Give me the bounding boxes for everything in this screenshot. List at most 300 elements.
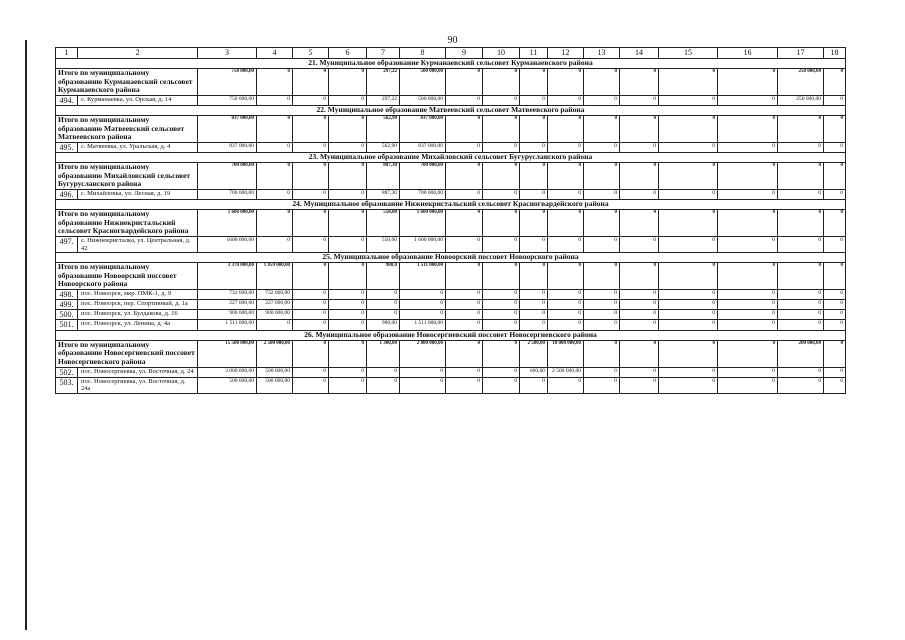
total-label: Итого по муниципальному образованию Матвеевский сельсовет Матвеевского района xyxy=(56,116,198,143)
row-address: с. Курманаевка, ул. Орская, д. 14 xyxy=(78,95,198,105)
total-value: 15 500 000,00 xyxy=(198,340,257,367)
total-label: Итого по муниципальному образованию Нижнекристальский сельсовет Красногвардейского района xyxy=(56,210,198,237)
column-header: 9 xyxy=(446,48,483,59)
section-title-row xyxy=(56,200,846,210)
cell-value: 0 xyxy=(293,289,329,299)
cell-value: 0 xyxy=(367,377,400,393)
total-value: 0 xyxy=(329,263,367,290)
total-value: 10 000 000,00 xyxy=(548,340,584,367)
cell-value: 0 xyxy=(257,190,293,200)
cell-value: 562,90 xyxy=(367,142,400,152)
cell-value: 0 xyxy=(548,310,584,320)
cell-value: 0 xyxy=(620,320,659,330)
total-value: 0 xyxy=(446,69,483,96)
cell-value: 0 xyxy=(584,300,620,310)
cell-value: 732 000,00 xyxy=(198,289,257,299)
cell-value: 0 xyxy=(367,310,400,320)
total-value: 837 000,00 xyxy=(400,116,446,143)
total-value: 0 xyxy=(620,340,659,367)
row-number: 496. xyxy=(56,190,78,200)
cell-value: 0 xyxy=(329,377,367,393)
cell-value: 0 xyxy=(329,237,367,253)
cell-value: 0 xyxy=(483,377,520,393)
total-value: 980,0 xyxy=(367,263,400,290)
total-value: 0 xyxy=(584,163,620,190)
cell-value: 0 xyxy=(620,190,659,200)
cell-value: 0 xyxy=(257,237,293,253)
cell-value: 0 xyxy=(659,310,718,320)
total-label: Итого по муниципальному образованию Новосергиевский поссовет Новосергиевского района xyxy=(56,340,198,367)
table-row xyxy=(56,320,846,330)
total-value: 0 xyxy=(483,116,520,143)
cell-value: 750 000,00 xyxy=(198,95,257,105)
total-value: 750 000,00 xyxy=(198,69,257,96)
total-value: 0 xyxy=(293,69,329,96)
cell-value: 0 xyxy=(718,142,778,152)
cell-value: 0 xyxy=(659,320,718,330)
cell-value: 550,00 xyxy=(367,237,400,253)
total-value: 0 xyxy=(483,69,520,96)
section-title: 22. Муниципальное образование Матвеевский сельсовет Матвеевского района xyxy=(56,106,846,116)
cell-value: 0 xyxy=(620,310,659,320)
row-number: 503. xyxy=(56,377,78,393)
section-title-row xyxy=(56,330,846,340)
cell-value: 0 xyxy=(659,190,718,200)
row-address: с. Нижнекристалка, ул. Центральная, д. 42 xyxy=(78,237,198,253)
total-value: 0 xyxy=(329,210,367,237)
cell-value: 0 xyxy=(718,320,778,330)
cell-value: 0 xyxy=(446,320,483,330)
column-header: 6 xyxy=(329,48,367,59)
cell-value: 0 xyxy=(520,320,548,330)
cell-value: 0 xyxy=(483,237,520,253)
total-value: 0 xyxy=(620,116,659,143)
total-value: 0 xyxy=(293,210,329,237)
cell-value: 1600 000,00 xyxy=(198,237,257,253)
cell-value: 0 xyxy=(446,377,483,393)
cell-value: 0 xyxy=(329,367,367,377)
total-value: 2 500 000,00 xyxy=(257,340,293,367)
total-value: 0 xyxy=(257,116,293,143)
cell-value: 0 xyxy=(293,320,329,330)
cell-value: 0 xyxy=(400,367,446,377)
cell-value: 0 xyxy=(257,142,293,152)
cell-value: 0 xyxy=(778,289,824,299)
total-value: 2 500,00 xyxy=(520,340,548,367)
row-number: 498. xyxy=(56,289,78,299)
cell-value: 0 xyxy=(483,95,520,105)
total-value: 0 xyxy=(659,69,718,96)
section-title-row xyxy=(56,253,846,263)
cell-value: 0 xyxy=(778,190,824,200)
total-value: 0 xyxy=(584,69,620,96)
total-value: 0 xyxy=(659,210,718,237)
column-header: 12 xyxy=(548,48,584,59)
cell-value: 0 xyxy=(400,289,446,299)
row-address: с. Матвеевка, ул. Уральская, д. 4 xyxy=(78,142,198,152)
row-address: пос. Новоорск, ул. Булдакова, д. 16 xyxy=(78,310,198,320)
cell-value: 0 xyxy=(718,289,778,299)
total-label: Итого по муниципальному образованию Курманаевский сельсовет Курманаевского района xyxy=(56,69,198,96)
section-title-row xyxy=(56,59,846,69)
cell-value: 837 000,00 xyxy=(400,142,446,152)
cell-value: 0 xyxy=(483,320,520,330)
total-value: 0 xyxy=(329,69,367,96)
cell-value: 0 xyxy=(584,142,620,152)
row-number: 499. xyxy=(56,300,78,310)
cell-value: 0 xyxy=(778,237,824,253)
cell-value: 227 000,00 xyxy=(198,300,257,310)
left-margin-rule xyxy=(25,40,27,630)
cell-value: 0 xyxy=(659,300,718,310)
cell-value: 0 xyxy=(548,95,584,105)
total-value: 0 xyxy=(548,69,584,96)
cell-value: 732 000,00 xyxy=(257,289,293,299)
total-value: 0 xyxy=(620,163,659,190)
cell-value: 3 000 000,00 xyxy=(198,367,257,377)
total-value: 0 xyxy=(520,116,548,143)
row-number: 502. xyxy=(56,367,78,377)
table-row xyxy=(56,190,846,200)
total-value: 0 xyxy=(584,340,620,367)
cell-value: 887,30 xyxy=(367,190,400,200)
cell-value: 0 xyxy=(446,142,483,152)
total-value: 0 xyxy=(293,116,329,143)
total-value: 0 xyxy=(257,163,293,190)
total-value: 550,00 xyxy=(367,210,400,237)
total-value: 0 xyxy=(446,340,483,367)
cell-value: 837 000,00 xyxy=(198,142,257,152)
column-header: 3 xyxy=(198,48,257,59)
cell-value: 0 xyxy=(584,95,620,105)
section-total-row xyxy=(56,116,846,143)
row-address: пос. Новосергиевка, ул. Восточная, д. 24а xyxy=(78,377,198,393)
cell-value: 0 xyxy=(659,142,718,152)
cell-value: 0 xyxy=(778,300,824,310)
total-value: 1 511 000,00 xyxy=(400,263,446,290)
total-value: 0 xyxy=(778,263,824,290)
cell-value: 0 xyxy=(659,289,718,299)
cell-value: 0 xyxy=(584,190,620,200)
total-value: 0 xyxy=(778,210,824,237)
cell-value: 0 xyxy=(329,310,367,320)
total-value: 0 xyxy=(824,340,846,367)
column-header: 8 xyxy=(400,48,446,59)
cell-value: 0 xyxy=(520,190,548,200)
section-total-row xyxy=(56,69,846,96)
section-title-row xyxy=(56,153,846,163)
cell-value: 700 000,00 xyxy=(400,190,446,200)
cell-value: 0 xyxy=(620,142,659,152)
section-title: 26. Муниципальное образование Новосергиевский поссовет Новосергиевского района xyxy=(56,330,846,340)
total-value: 250 000,00 xyxy=(778,69,824,96)
total-value: 500 000,00 xyxy=(400,69,446,96)
cell-value: 700 000,00 xyxy=(198,190,257,200)
cell-value: 0 xyxy=(778,367,824,377)
cell-value: 0 xyxy=(824,310,846,320)
cell-value: 0 xyxy=(548,237,584,253)
cell-value: 0 xyxy=(548,289,584,299)
cell-value: 250 000,00 xyxy=(778,95,824,105)
cell-value: 0 xyxy=(520,95,548,105)
section-total-row xyxy=(56,263,846,290)
cell-value: 0 xyxy=(293,142,329,152)
total-value: 0 xyxy=(584,210,620,237)
cell-value: 2 500 000,00 xyxy=(548,367,584,377)
cell-value: 0 xyxy=(584,310,620,320)
cell-value: 0 xyxy=(483,367,520,377)
total-value: 0 xyxy=(718,210,778,237)
cell-value: 0 xyxy=(718,95,778,105)
table-row xyxy=(56,377,846,393)
cell-value: 0 xyxy=(446,289,483,299)
cell-value: 500 000,00 xyxy=(257,367,293,377)
column-number-row xyxy=(56,48,846,59)
cell-value: 0 xyxy=(520,289,548,299)
cell-value: 0 xyxy=(483,289,520,299)
cell-value: 0 xyxy=(329,300,367,310)
row-number: 501. xyxy=(56,320,78,330)
cell-value: 0 xyxy=(446,190,483,200)
cell-value: 0 xyxy=(257,320,293,330)
cell-value: 0 xyxy=(584,289,620,299)
row-address: пос. Новосергиевка, ул. Восточная, д. 24 xyxy=(78,367,198,377)
cell-value: 0 xyxy=(824,95,846,105)
row-number: 494. xyxy=(56,95,78,105)
section-total-row xyxy=(56,210,846,237)
cell-value: 0 xyxy=(520,237,548,253)
total-value: 0 xyxy=(293,163,329,190)
total-value: 0 xyxy=(824,69,846,96)
total-value: 0 xyxy=(718,116,778,143)
total-value: 0 xyxy=(446,210,483,237)
cell-value: 0 xyxy=(329,142,367,152)
table-row xyxy=(56,367,846,377)
total-value: 0 xyxy=(620,69,659,96)
table-row xyxy=(56,310,846,320)
row-address: пос. Новоорск, мкр. ПМК-1, д. 9 xyxy=(78,289,198,299)
table-row xyxy=(56,300,846,310)
register-table xyxy=(55,47,846,394)
cell-value: 0 xyxy=(520,310,548,320)
total-value: 0 xyxy=(520,263,548,290)
total-value: 0 xyxy=(620,263,659,290)
total-value: 1 300,00 xyxy=(367,340,400,367)
cell-value: 0 xyxy=(824,289,846,299)
cell-value: 0 xyxy=(718,377,778,393)
cell-value: 0 xyxy=(520,142,548,152)
cell-value: 0 xyxy=(257,95,293,105)
total-value: 0 xyxy=(483,163,520,190)
cell-value: 0 xyxy=(778,377,824,393)
cell-value: 0 xyxy=(520,300,548,310)
cell-value: 0 xyxy=(400,300,446,310)
table-row xyxy=(56,237,846,253)
cell-value: 980,00 xyxy=(367,320,400,330)
cell-value: 0 xyxy=(620,377,659,393)
total-value: 0 xyxy=(718,69,778,96)
total-value: 1 600 000,00 xyxy=(400,210,446,237)
total-value: 0 xyxy=(824,116,846,143)
total-value: 0 xyxy=(257,210,293,237)
cell-value: 0 xyxy=(548,377,584,393)
cell-value: 0 xyxy=(718,237,778,253)
total-value: 0 xyxy=(520,163,548,190)
cell-value: 0 xyxy=(659,95,718,105)
total-value: 0 xyxy=(718,163,778,190)
total-value: 0 xyxy=(329,340,367,367)
cell-value: 0 xyxy=(620,95,659,105)
total-value: 0 xyxy=(824,263,846,290)
cell-value: 0 xyxy=(293,367,329,377)
cell-value: 0 xyxy=(718,190,778,200)
total-value: 0 xyxy=(329,163,367,190)
column-header: 15 xyxy=(659,48,718,59)
cell-value: 0 xyxy=(584,367,620,377)
cell-value: 0 xyxy=(293,310,329,320)
cell-value: 0 xyxy=(778,320,824,330)
cell-value: 0 xyxy=(620,237,659,253)
cell-value: 0 xyxy=(659,377,718,393)
cell-value: 500 000,00 xyxy=(257,377,293,393)
total-value: 0 xyxy=(659,163,718,190)
cell-value: 0 xyxy=(824,377,846,393)
total-value: 0 xyxy=(659,340,718,367)
total-value: 0 xyxy=(548,116,584,143)
cell-value: 0 xyxy=(446,237,483,253)
cell-value: 0 xyxy=(446,310,483,320)
total-label: Итого по муниципальному образованию Михайловский сельсовет Бугурусланского района xyxy=(56,163,198,190)
cell-value: 900 000,00 xyxy=(257,310,293,320)
cell-value: 500 000,00 xyxy=(198,377,257,393)
column-header: 11 xyxy=(520,48,548,59)
column-header: 14 xyxy=(620,48,659,59)
cell-value: 0 xyxy=(293,95,329,105)
cell-value: 0 xyxy=(548,320,584,330)
total-value: 0 xyxy=(293,263,329,290)
total-value: 837 000,00 xyxy=(198,116,257,143)
total-value: 0 xyxy=(548,210,584,237)
column-header: 16 xyxy=(718,48,778,59)
cell-value: 0 xyxy=(329,95,367,105)
cell-value: 0 xyxy=(520,377,548,393)
total-value: 0 xyxy=(659,263,718,290)
cell-value: 900 000,00 xyxy=(198,310,257,320)
cell-value: 0 xyxy=(584,377,620,393)
total-value: 0 xyxy=(520,210,548,237)
section-title: 24. Муниципальное образование Нижнекристальский сельсовет Красногвардейского района xyxy=(56,200,846,210)
cell-value: 0 xyxy=(367,367,400,377)
cell-value: 227 000,00 xyxy=(257,300,293,310)
total-value: 200 000,00 xyxy=(778,340,824,367)
section-title: 23. Муниципальное образование Михайловский сельсовет Бугурусланского района xyxy=(56,153,846,163)
cell-value: 297,22 xyxy=(367,95,400,105)
total-value: 0 xyxy=(483,263,520,290)
cell-value: 0 xyxy=(620,300,659,310)
total-value: 0 xyxy=(293,340,329,367)
cell-value: 0 xyxy=(718,367,778,377)
total-value: 0 xyxy=(778,163,824,190)
total-value: 887,30 xyxy=(367,163,400,190)
cell-value: 0 xyxy=(824,367,846,377)
total-value: 0 xyxy=(257,69,293,96)
column-header: 13 xyxy=(584,48,620,59)
column-header: 2 xyxy=(78,48,198,59)
cell-value: 1 511 000,00 xyxy=(198,320,257,330)
total-value: 0 xyxy=(548,263,584,290)
row-number: 495. xyxy=(56,142,78,152)
column-header: 18 xyxy=(824,48,846,59)
cell-value: 0 xyxy=(824,237,846,253)
cell-value: 0 xyxy=(293,237,329,253)
cell-value: 0 xyxy=(659,237,718,253)
total-value: 0 xyxy=(329,116,367,143)
total-value: 0 xyxy=(620,210,659,237)
cell-value: 0 xyxy=(400,310,446,320)
total-value: 0 xyxy=(584,116,620,143)
table-row xyxy=(56,289,846,299)
section-title-row xyxy=(56,106,846,116)
cell-value: 600,00 xyxy=(520,367,548,377)
column-header: 1 xyxy=(56,48,78,59)
row-address: пос. Новоорск, ул. Ленина, д. 4а xyxy=(78,320,198,330)
cell-value: 0 xyxy=(718,300,778,310)
cell-value: 0 xyxy=(293,190,329,200)
row-address: пос. Новоорск, пер. Спортивный, д. 1а xyxy=(78,300,198,310)
cell-value: 0 xyxy=(446,95,483,105)
column-header: 4 xyxy=(257,48,293,59)
cell-value: 500 000,00 xyxy=(400,95,446,105)
cell-value: 0 xyxy=(548,190,584,200)
column-header: 10 xyxy=(483,48,520,59)
total-value: 0 xyxy=(446,116,483,143)
total-value: 0 xyxy=(483,340,520,367)
total-value: 0 xyxy=(659,116,718,143)
row-number: 497. xyxy=(56,237,78,253)
column-header: 17 xyxy=(778,48,824,59)
cell-value: 0 xyxy=(446,367,483,377)
total-value: 0 xyxy=(446,163,483,190)
total-value: 0 xyxy=(548,163,584,190)
column-header: 5 xyxy=(293,48,329,59)
total-value: 0 xyxy=(584,263,620,290)
row-number: 500. xyxy=(56,310,78,320)
row-address: с. Михайловка, ул. Лесная, д. 19 xyxy=(78,190,198,200)
total-value: 3 370 000,00 xyxy=(198,263,257,290)
page-number: 90 xyxy=(447,35,458,46)
total-value: 1 859 000,00 xyxy=(257,263,293,290)
total-value: 0 xyxy=(718,340,778,367)
total-value: 0 xyxy=(824,210,846,237)
total-value: 0 xyxy=(483,210,520,237)
cell-value: 0 xyxy=(824,320,846,330)
total-label: Итого по муниципальному образованию Новоорский поссовет Новоорского района xyxy=(56,263,198,290)
total-value: 297,22 xyxy=(367,69,400,96)
cell-value: 0 xyxy=(483,190,520,200)
cell-value: 0 xyxy=(329,320,367,330)
cell-value: 0 xyxy=(367,300,400,310)
cell-value: 0 xyxy=(483,142,520,152)
section-title: 21. Муниципальное образование Курманаевский сельсовет Курманаевского района xyxy=(56,59,846,69)
table-row xyxy=(56,142,846,152)
cell-value: 0 xyxy=(293,300,329,310)
total-value: 562,90 xyxy=(367,116,400,143)
cell-value: 0 xyxy=(548,142,584,152)
cell-value: 0 xyxy=(367,289,400,299)
cell-value: 0 xyxy=(824,142,846,152)
cell-value: 0 xyxy=(329,289,367,299)
cell-value: 0 xyxy=(659,367,718,377)
